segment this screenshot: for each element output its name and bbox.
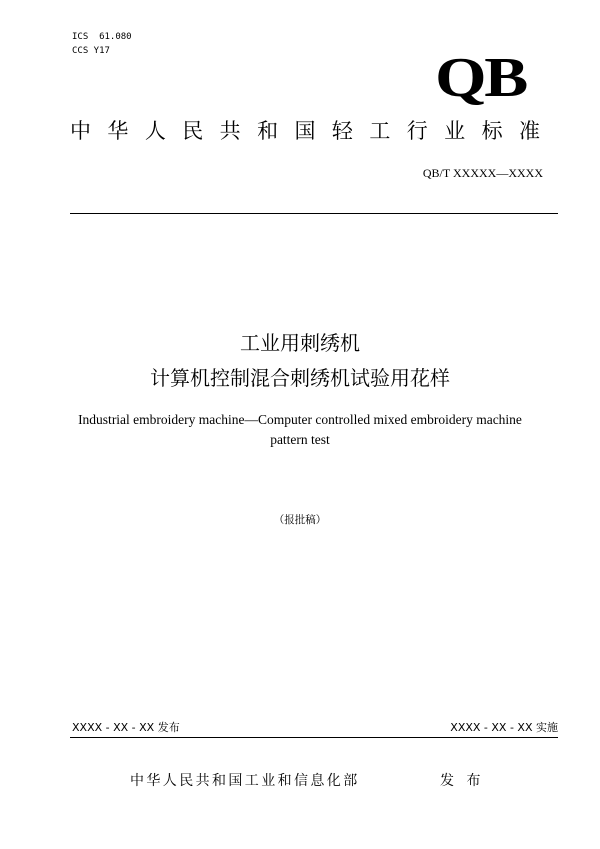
- ics-code: ICS 61.080: [72, 32, 132, 42]
- qb-logo: QB: [435, 47, 526, 109]
- title-en-line1: Industrial embroidery machine—Computer controlled mixed embroidery machine: [78, 412, 522, 427]
- title-en-line2: pattern test: [270, 432, 330, 447]
- title-en: [40, 410, 560, 450]
- issuer-verb: 发 布: [440, 773, 485, 789]
- title-cn-sub: 计算机控制混合刺绣机试验用花样: [150, 366, 450, 390]
- issuer-name: 中华人民共和国工业和信息化部: [130, 773, 360, 789]
- ccs-code: CCS Y17: [72, 46, 110, 56]
- header-divider: [70, 213, 558, 214]
- title-cn-main: 工业用刺绣机: [240, 331, 360, 355]
- issue-date: XXXX - XX - XX 发布: [72, 721, 180, 734]
- draft-status: （报批稿）: [273, 514, 327, 526]
- footer-divider: [70, 737, 558, 738]
- implementation-date: XXXX - XX - XX 实施: [450, 721, 558, 734]
- standard-number: QB/T XXXXX—XXXX: [422, 166, 543, 180]
- organization-title: 中华人民共和国轻工行业标准: [70, 119, 540, 143]
